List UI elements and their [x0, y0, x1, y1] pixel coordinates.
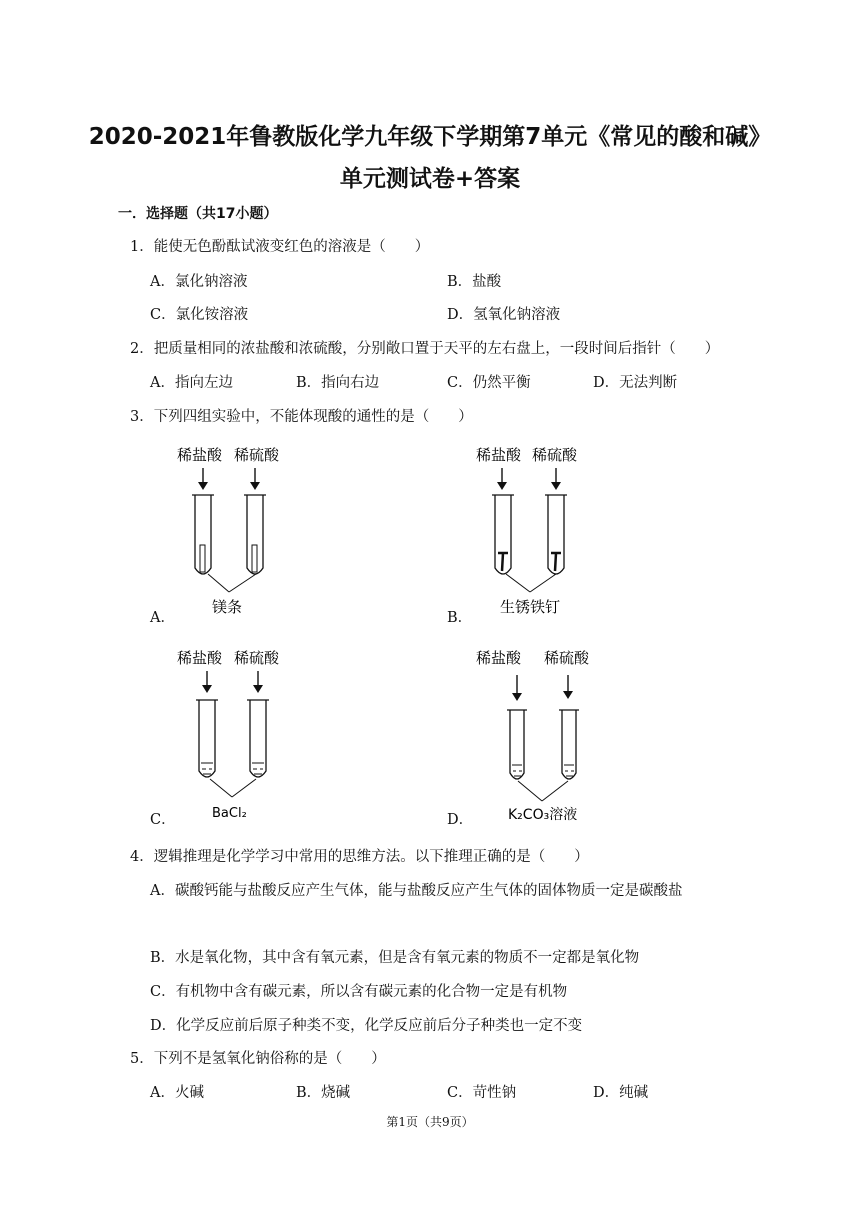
q5-option-b: B．烧碱	[296, 1085, 351, 1101]
diagram-c-bottom-label: BaCl₂	[212, 806, 247, 821]
q3-option-c-label: C．	[150, 812, 176, 828]
q4-option-a: A．碳酸钙能与盐酸反应产生气体，能与盐酸反应产生气体的固体物质一定是碳酸盐	[150, 883, 683, 899]
diagram-a-left-label: 稀盐酸	[177, 446, 223, 464]
q2-option-a: A．指向左边	[150, 375, 233, 391]
diagram-b-left-label: 稀盐酸	[476, 446, 522, 464]
q4-option-c: C．有机物中含有碳元素，所以含有碳元素的化合物一定是有机物	[150, 984, 568, 1000]
q3-diagram-b	[470, 440, 600, 620]
diagram-a-right-label: 稀硫酸	[234, 446, 280, 464]
q1-option-a: A．氯化钠溶液	[150, 274, 248, 290]
q3-diagram-c	[172, 643, 292, 823]
q2-option-d: D．无法判断	[593, 375, 678, 391]
q5-option-c: C．苛性钠	[447, 1085, 517, 1101]
q3-diagram-a	[172, 440, 292, 620]
question-1-stem: 1．能使无色酚酞试液变红色的溶液是（ ）	[130, 239, 430, 255]
q1-option-b: B．盐酸	[447, 274, 502, 290]
document-title-line1: 2020-2021年鲁教版化学九年级下学期第7单元《常见的酸和碱》	[88, 124, 772, 150]
section-heading: 一．选择题（共17小题）	[118, 206, 278, 222]
q2-option-b: B．指向右边	[296, 375, 380, 391]
diagram-a-bottom-label: 镁条	[212, 598, 243, 616]
q1-option-d: D．氢氧化钠溶液	[447, 307, 561, 323]
question-2-stem: 2．把质量相同的浓盐酸和浓硫酸，分别敞口置于天平的左右盘上，一段时间后指针（ ）	[130, 341, 720, 357]
q1-option-c: C．氯化铵溶液	[150, 307, 249, 323]
diagram-d-right-label: 稀硫酸	[544, 649, 590, 667]
page-footer: 第1页（共9页）	[386, 1115, 474, 1129]
q4-option-d: D．化学反应前后原子种类不变，化学反应前后分子种类也一定不变	[150, 1018, 583, 1034]
q3-option-d-label: D．	[447, 812, 474, 828]
document-title-line2: 单元测试卷+答案	[339, 166, 521, 192]
q3-diagram-d	[470, 643, 620, 823]
diagram-d-left-label: 稀盐酸	[476, 649, 522, 667]
q4-option-b: B．水是氧化物，其中含有氧元素，但是含有氧元素的物质不一定都是氧化物	[150, 950, 640, 966]
diagram-c-right-label: 稀硫酸	[234, 649, 280, 667]
q3-option-b-label: B．	[447, 610, 473, 626]
diagram-c-left-label: 稀盐酸	[177, 649, 223, 667]
question-4-stem: 4．逻辑推理是化学学习中常用的思维方法。以下推理正确的是（ ）	[130, 849, 589, 865]
q2-option-c: C．仍然平衡	[447, 375, 531, 391]
q5-option-a: A．火碱	[150, 1085, 204, 1101]
diagram-b-right-label: 稀硫酸	[532, 446, 578, 464]
q5-option-d: D．纯碱	[593, 1085, 649, 1101]
diagram-d-bottom-label: K₂CO₃溶液	[508, 807, 578, 823]
question-3-stem: 3．下列四组实验中，不能体现酸的通性的是（ ）	[130, 409, 473, 425]
question-5-stem: 5．下列不是氢氧化钠俗称的是（ ）	[130, 1051, 386, 1067]
q3-option-a-label: A．	[150, 610, 175, 626]
diagram-b-bottom-label: 生锈铁钉	[500, 598, 561, 616]
